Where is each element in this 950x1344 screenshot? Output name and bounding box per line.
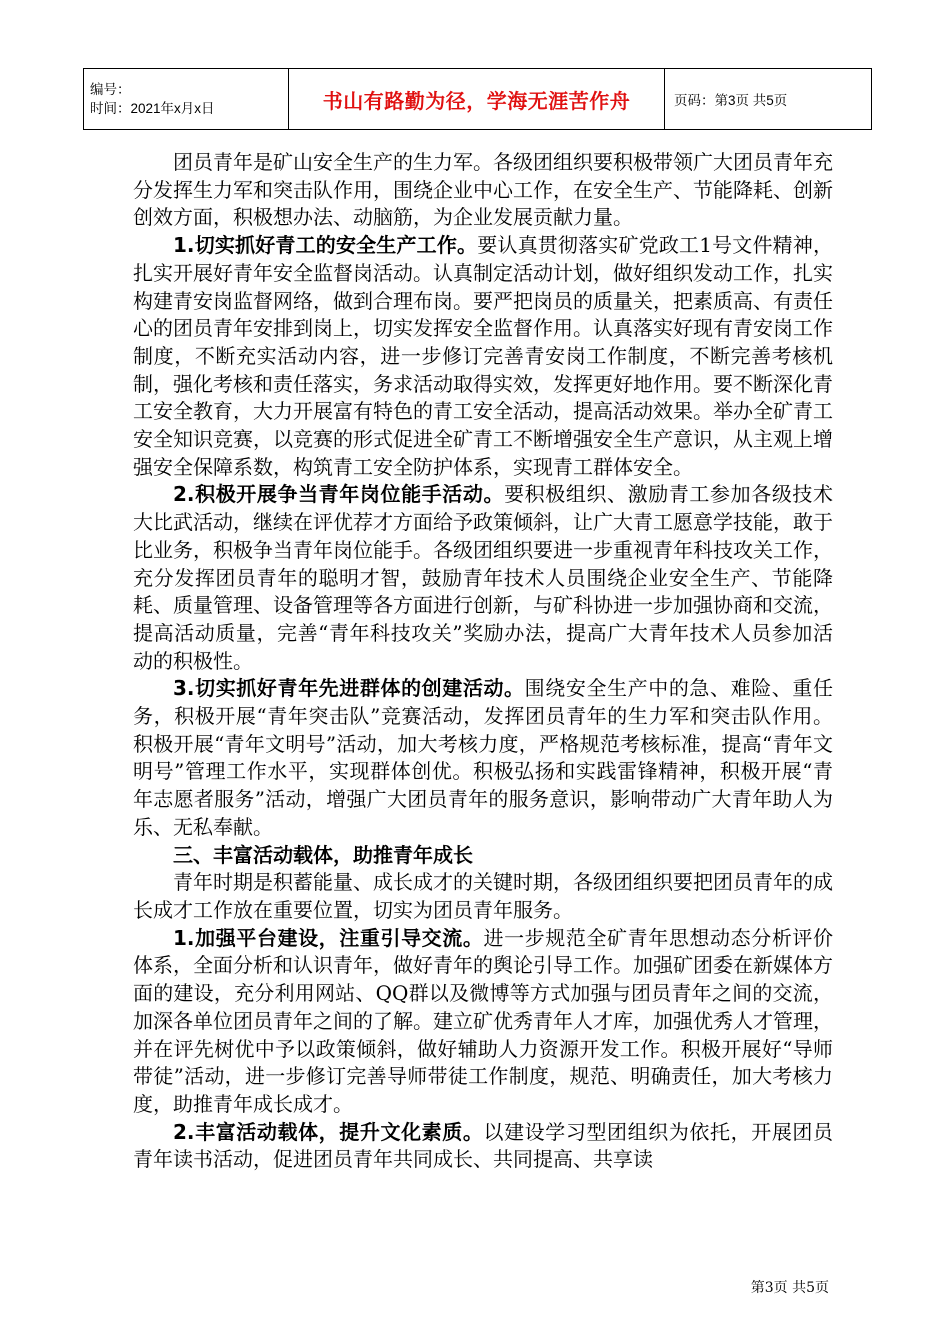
paragraph: 2.积极开展争当青年岗位能手活动。要积极组织、激励青工参加各级技术大比武活动，继续在评优荐才方面给予政策倾斜，让广大青工愿意学技能，敢于比业务，积极争当青年岗位能手。各级团组织要进一步重视青年科技攻关工作，充分发挥团员青年的聪明才智，鼓励青年技术人员围绕企业安全生产、节能降耗、质量管理、设备管理等各方面进行创新，与矿科协进一步加强协商和交流，提高活动质量，完善“青年科技攻关”奖励办法，提高广大青年技术人员参加活动的积极性。: [133, 482, 834, 673]
page-footer: 第3页 共5页: [750, 1280, 829, 1296]
page-info: 页码：第3页 共5页: [665, 69, 872, 130]
paragraph: 2.丰富活动载体，提升文化素质。以建设学习型团组织为依托，开展团员青年读书活动，促进团员青年共同成长、共同提高、共享读: [133, 1119, 834, 1172]
paragraph: 团员青年是矿山安全生产的生力军。各级团组织要积极带领广大团员青年充分发挥生力军和突击队作用，围绕企业中心工作，在安全生产、节能降耗、创新创效方面，积极想办法、动脑筋，为企业发展贡献力量。: [133, 150, 833, 230]
paragraph: 3.切实抓好青年先进群体的创建活动。围绕安全生产中的急、难险、重任务，积极开展“青年突击队”竞赛活动，发挥团员青年的生力军和突击队作用。积极开展“青年文明号”活动，加大考核力度，严格规范考核标准，提高“青年文明号”管理工作水平，实现群体创优。积极弘扬和实践雷锋精神，积极开展“青年志愿者服务”活动，增强广大团员青年的服务意识，影响带动广大青年助人为乐、无私奉献。: [133, 676, 834, 839]
motto: 书山有路勤为径，学海无涯苦作舟: [289, 69, 665, 130]
paragraph: 1.切实抓好青工的安全生产工作。要认真贯彻落实矿党政工1号文件精神，扎实开展好青年安全监督岗活动。认真制定活动计划，做好组织发动工作，扎实构建青安岗监督网络，做到合理布岗。要严把岗员的质量关，把素质高、有责任心的团员青年安排到岗上，切实发挥安全监督作用。认真落实好现有青安岗工作制度，不断充实活动内容，进一步修订完善青安岗工作制度，不断完善考核机制，强化考核和责任落实，务求活动取得实效，发挥更好地作用。要不断深化青工安全教育，大力开展富有特色的青工安全活动，提高活动效果。举办全矿青工安全知识竞赛，以竞赛的形式促进全矿青工不断增强安全生产意识，从主观上增强安全保障系数，构筑青工安全防护体系，实现青工群体安全。: [133, 233, 833, 479]
time-label: 时间：2021年x月x日: [90, 101, 215, 116]
paragraph: 青年时期是积蓄能量、成长成才的关键时期，各级团组织要把团员青年的成长成才工作放在重要位置，切实为团员青年服务。: [133, 870, 833, 922]
section-heading: 三、丰富活动载体，助推青年成长: [173, 842, 473, 867]
header-meta: [84, 69, 289, 130]
document-header: [83, 68, 872, 130]
number-label: 编号：: [90, 82, 131, 97]
document-body: [133, 149, 833, 1174]
paragraph: 1.加强平台建设，注重引导交流。进一步规范全矿青年思想动态分析评价体系，全面分析和认识青年，做好青年的舆论引导工作。加强矿团委在新媒体方面的建设，充分利用网站、QQ群以及微博等方式加强与团员青年之间的交流，加深各单位团员青年之间的了解。建立矿优秀青年人才库，加强优秀人才管理，并在评先树优中予以政策倾斜，做好辅助人力资源开发工作。积极开展好“导师带徒”活动，进一步修订完善导师带徒工作制度，规范、明确责任，加大考核力度，助推青年成长成才。: [133, 925, 834, 1116]
